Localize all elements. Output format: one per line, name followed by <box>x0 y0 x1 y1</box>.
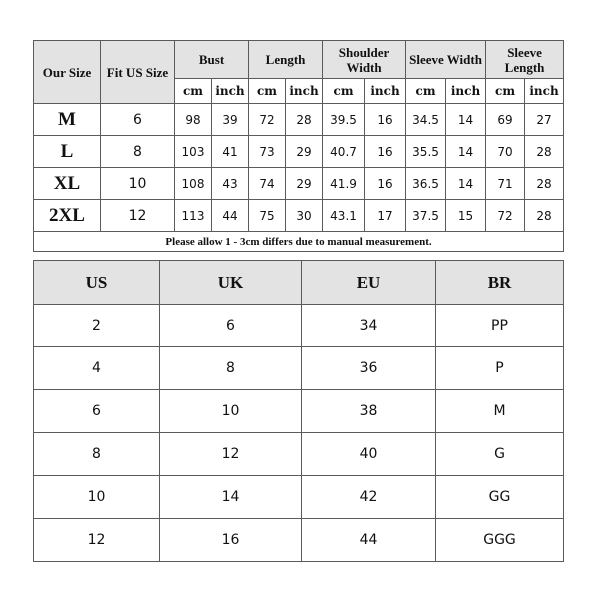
bust-inch: 39 <box>212 104 249 136</box>
unit-inch: inch <box>286 79 323 104</box>
sleeve-length-inch: 27 <box>525 104 564 136</box>
size-label: XL <box>34 168 101 200</box>
us-value: 6 <box>34 390 160 433</box>
bust-cm: 98 <box>175 104 212 136</box>
table-row <box>34 104 564 136</box>
length-cm: 74 <box>249 168 286 200</box>
size-measurement-table <box>33 40 564 252</box>
eu-value: 40 <box>302 433 436 476</box>
bust-inch: 41 <box>212 136 249 168</box>
table-row <box>34 305 564 347</box>
unit-inch: inch <box>212 79 249 104</box>
shoulder-cm: 43.1 <box>323 200 365 232</box>
br-value: PP <box>436 305 564 347</box>
us-value: 8 <box>34 433 160 476</box>
unit-cm: cm <box>323 79 365 104</box>
table-row <box>34 200 564 232</box>
sleeve-width-cm: 36.5 <box>406 168 446 200</box>
header-uk: UK <box>160 261 302 305</box>
uk-value: 16 <box>160 519 302 562</box>
header-length: Length <box>249 41 323 79</box>
bust-inch: 44 <box>212 200 249 232</box>
sleeve-length-cm: 72 <box>486 200 525 232</box>
sleeve-width-cm: 35.5 <box>406 136 446 168</box>
sleeve-length-cm: 71 <box>486 168 525 200</box>
unit-cm: cm <box>486 79 525 104</box>
uk-value: 10 <box>160 390 302 433</box>
shoulder-inch: 16 <box>365 104 406 136</box>
us-value: 2 <box>34 305 160 347</box>
eu-value: 44 <box>302 519 436 562</box>
sleeve-length-inch: 28 <box>525 136 564 168</box>
header-eu: EU <box>302 261 436 305</box>
sleeve-width-cm: 37.5 <box>406 200 446 232</box>
sleeve-width-inch: 15 <box>446 200 486 232</box>
size-label: 2XL <box>34 200 101 232</box>
bust-inch: 43 <box>212 168 249 200</box>
length-cm: 75 <box>249 200 286 232</box>
sleeve-length-inch: 28 <box>525 200 564 232</box>
shoulder-cm: 41.9 <box>323 168 365 200</box>
header-sleeve-length: Sleeve Length <box>486 41 564 79</box>
unit-inch: inch <box>446 79 486 104</box>
br-value: M <box>436 390 564 433</box>
bust-cm: 108 <box>175 168 212 200</box>
unit-inch: inch <box>525 79 564 104</box>
length-cm: 73 <box>249 136 286 168</box>
shoulder-cm: 40.7 <box>323 136 365 168</box>
sleeve-width-cm: 34.5 <box>406 104 446 136</box>
us-size: 8 <box>101 136 175 168</box>
uk-value: 6 <box>160 305 302 347</box>
unit-inch: inch <box>365 79 406 104</box>
us-value: 10 <box>34 476 160 519</box>
length-inch: 30 <box>286 200 323 232</box>
size-label: L <box>34 136 101 168</box>
shoulder-inch: 16 <box>365 136 406 168</box>
eu-value: 42 <box>302 476 436 519</box>
sleeve-width-inch: 14 <box>446 136 486 168</box>
table-row <box>34 476 564 519</box>
measurement-note: Please allow 1 - 3cm differs due to manual measurement. <box>34 232 564 252</box>
eu-value: 36 <box>302 347 436 390</box>
size-label: M <box>34 104 101 136</box>
eu-value: 38 <box>302 390 436 433</box>
length-inch: 29 <box>286 136 323 168</box>
uk-value: 14 <box>160 476 302 519</box>
unit-cm: cm <box>249 79 286 104</box>
table-row <box>34 519 564 562</box>
bust-cm: 113 <box>175 200 212 232</box>
sleeve-length-cm: 70 <box>486 136 525 168</box>
length-inch: 28 <box>286 104 323 136</box>
shoulder-inch: 16 <box>365 168 406 200</box>
us-value: 4 <box>34 347 160 390</box>
us-size: 12 <box>101 200 175 232</box>
header-shoulder-width: Shoulder Width <box>323 41 406 79</box>
header-us: US <box>34 261 160 305</box>
length-inch: 29 <box>286 168 323 200</box>
shoulder-cm: 39.5 <box>323 104 365 136</box>
sleeve-length-cm: 69 <box>486 104 525 136</box>
eu-value: 34 <box>302 305 436 347</box>
header-sleeve-width: Sleeve Width <box>406 41 486 79</box>
shoulder-inch: 17 <box>365 200 406 232</box>
table-row <box>34 433 564 476</box>
sleeve-length-inch: 28 <box>525 168 564 200</box>
table-row <box>34 136 564 168</box>
header-our-size: Our Size <box>34 41 101 104</box>
bust-cm: 103 <box>175 136 212 168</box>
us-size: 6 <box>101 104 175 136</box>
header-bust: Bust <box>175 41 249 79</box>
unit-cm: cm <box>175 79 212 104</box>
br-value: GGG <box>436 519 564 562</box>
br-value: GG <box>436 476 564 519</box>
unit-cm: cm <box>406 79 446 104</box>
br-value: G <box>436 433 564 476</box>
header-fit-us-size: Fit US Size <box>101 41 175 104</box>
uk-value: 12 <box>160 433 302 476</box>
br-value: P <box>436 347 564 390</box>
table-row <box>34 168 564 200</box>
table-row <box>34 347 564 390</box>
us-value: 12 <box>34 519 160 562</box>
sleeve-width-inch: 14 <box>446 104 486 136</box>
sleeve-width-inch: 14 <box>446 168 486 200</box>
uk-value: 8 <box>160 347 302 390</box>
table-row <box>34 390 564 433</box>
header-br: BR <box>436 261 564 305</box>
us-size: 10 <box>101 168 175 200</box>
length-cm: 72 <box>249 104 286 136</box>
size-conversion-table <box>33 260 564 562</box>
